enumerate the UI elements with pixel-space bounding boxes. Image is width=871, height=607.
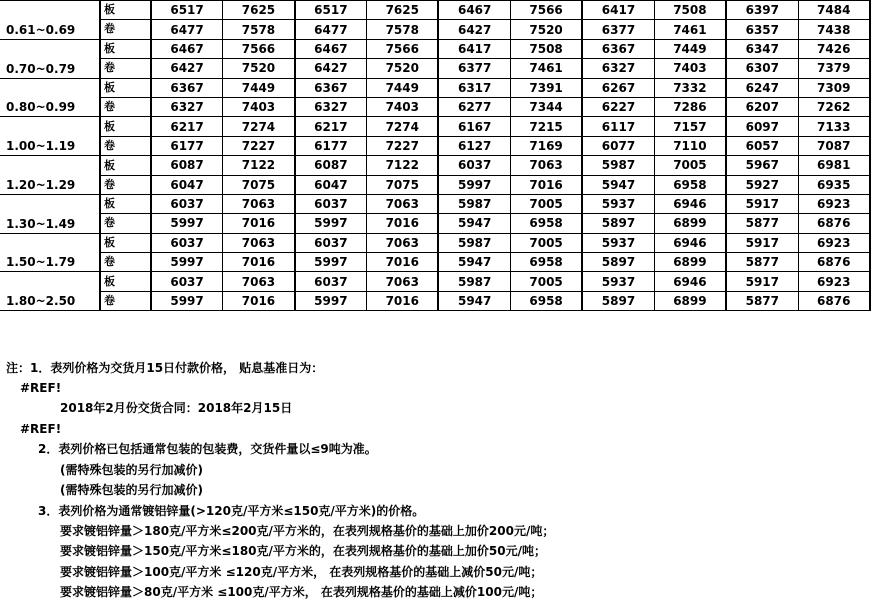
price-cell: 6981 (798, 156, 870, 175)
coil-type-cell: 卷 (100, 291, 151, 310)
price-cell: 5997 (295, 253, 367, 272)
price-cell: 7438 (798, 20, 870, 39)
price-cell: 6946 (654, 233, 726, 252)
price-cell: 6087 (151, 156, 223, 175)
coil-type-cell: 卷 (100, 214, 151, 233)
price-cell: 5997 (151, 253, 223, 272)
price-cell: 6377 (438, 59, 510, 78)
price-cell: 6207 (726, 97, 798, 116)
packaging-note-1: (需特殊包装的另行加减价) (60, 463, 203, 477)
price-cell: 6946 (654, 272, 726, 291)
price-cell: 7566 (223, 39, 295, 58)
price-cell: 7449 (654, 39, 726, 58)
price-cell: 6417 (438, 39, 510, 58)
price-cell: 7566 (367, 39, 439, 58)
price-cell: 7063 (367, 272, 439, 291)
sheet-type-cell: 板 (100, 1, 151, 20)
price-cell: 7063 (367, 233, 439, 252)
price-cell: 6167 (438, 117, 510, 136)
price-cell: 7274 (223, 117, 295, 136)
price-cell: 7016 (510, 175, 582, 194)
price-cell: 7016 (367, 214, 439, 233)
price-cell: 7063 (510, 156, 582, 175)
price-cell: 7578 (367, 20, 439, 39)
price-cell: 6277 (438, 97, 510, 116)
price-cell: 6047 (295, 175, 367, 194)
thickness-range-cell: 1.80~2.50 (0, 272, 100, 311)
price-cell: 7133 (798, 117, 870, 136)
price-cell: 7063 (223, 194, 295, 213)
zinc-rule-1: 要求镀铝锌量＞180克/平方米≤200克/平方米的，在表列规格基价的基础上加价200元/吨； (60, 524, 555, 538)
price-cell: 7122 (367, 156, 439, 175)
zinc-rule-3: 要求镀铝锌量＞100克/平方米 ≤120克/平方米， 在表列规格基价的基础上减价50元/吨； (60, 565, 543, 579)
price-cell: 5987 (438, 233, 510, 252)
price-cell: 7391 (510, 78, 582, 97)
price-cell: 6307 (726, 59, 798, 78)
coil-type-cell: 卷 (100, 59, 151, 78)
price-cell: 7379 (798, 59, 870, 78)
coil-type-cell: 卷 (100, 136, 151, 155)
price-cell: 6958 (510, 253, 582, 272)
price-cell: 6367 (151, 78, 223, 97)
price-cell: 5997 (295, 214, 367, 233)
price-cell: 6037 (295, 194, 367, 213)
price-cell: 5947 (438, 253, 510, 272)
price-cell: 7075 (223, 175, 295, 194)
price-cell: 6958 (654, 175, 726, 194)
price-cell: 6958 (510, 214, 582, 233)
price-cell: 7426 (798, 39, 870, 58)
price-cell: 5997 (151, 214, 223, 233)
coil-type-cell: 卷 (100, 97, 151, 116)
thickness-range-cell: 0.61~0.69 (0, 1, 100, 40)
thickness-range-cell: 1.50~1.79 (0, 233, 100, 272)
price-cell: 6923 (798, 272, 870, 291)
price-cell: 7016 (223, 214, 295, 233)
price-cell: 5947 (438, 214, 510, 233)
price-cell: 6077 (582, 136, 654, 155)
price-cell: 5877 (726, 253, 798, 272)
price-cell: 7578 (223, 20, 295, 39)
price-cell: 7005 (510, 272, 582, 291)
price-cell: 7286 (654, 97, 726, 116)
zinc-rule-2: 要求镀铝锌量＞150克/平方米≤180克/平方米的，在表列规格基价的基础上加价50元/吨； (60, 544, 547, 558)
price-cell: 6247 (726, 78, 798, 97)
price-cell: 6427 (151, 59, 223, 78)
price-cell: 7227 (367, 136, 439, 155)
price-cell: 6217 (295, 117, 367, 136)
price-cell: 7005 (510, 233, 582, 252)
price-cell: 5997 (438, 175, 510, 194)
price-cell: 7344 (510, 97, 582, 116)
price-cell: 5967 (726, 156, 798, 175)
price-cell: 7449 (367, 78, 439, 97)
price-cell: 7169 (510, 136, 582, 155)
price-cell: 5927 (726, 175, 798, 194)
price-cell: 6876 (798, 253, 870, 272)
price-cell: 5897 (582, 253, 654, 272)
price-cell: 6467 (151, 39, 223, 58)
price-cell: 7403 (223, 97, 295, 116)
price-cell: 7087 (798, 136, 870, 155)
sheet-type-cell: 板 (100, 156, 151, 175)
price-cell: 5997 (151, 291, 223, 310)
price-cell: 6467 (438, 1, 510, 20)
price-cell: 6923 (798, 194, 870, 213)
price-cell: 5947 (582, 175, 654, 194)
price-cell: 7016 (367, 291, 439, 310)
price-cell: 7016 (223, 291, 295, 310)
price-cell: 7625 (367, 1, 439, 20)
price-cell: 6327 (151, 97, 223, 116)
price-cell: 7215 (510, 117, 582, 136)
price-cell: 7566 (510, 1, 582, 20)
coil-type-cell: 卷 (100, 253, 151, 272)
price-cell: 7508 (654, 1, 726, 20)
price-cell: 6899 (654, 214, 726, 233)
contract-date: 2018年2月份交货合同：2018年2月15日 (60, 401, 293, 415)
zinc-rule-4: 要求镀铝锌量＞80克/平方米 ≤100克/平方米， 在表列规格基价的基础上减价100元/吨； (60, 585, 543, 599)
price-cell: 6057 (726, 136, 798, 155)
sheet-type-cell: 板 (100, 272, 151, 291)
price-cell: 7063 (223, 233, 295, 252)
packaging-note-2: (需特殊包装的另行加减价) (60, 483, 203, 497)
price-cell: 6037 (151, 194, 223, 213)
thickness-range-cell: 0.70~0.79 (0, 39, 100, 78)
price-cell: 7309 (798, 78, 870, 97)
price-cell: 7075 (367, 175, 439, 194)
coil-type-cell: 卷 (100, 20, 151, 39)
price-cell: 7484 (798, 1, 870, 20)
thickness-range-cell: 1.20~1.29 (0, 156, 100, 195)
price-cell: 7520 (367, 59, 439, 78)
price-cell: 6958 (510, 291, 582, 310)
price-cell: 6267 (582, 78, 654, 97)
price-cell: 6047 (151, 175, 223, 194)
price-cell: 6477 (151, 20, 223, 39)
price-cell: 6876 (798, 214, 870, 233)
sheet-type-cell: 板 (100, 233, 151, 252)
price-cell: 6217 (151, 117, 223, 136)
coil-type-cell: 卷 (100, 175, 151, 194)
price-cell: 6037 (438, 156, 510, 175)
price-cell: 5917 (726, 233, 798, 252)
thickness-range-cell: 1.00~1.19 (0, 117, 100, 156)
price-cell: 6517 (295, 1, 367, 20)
price-cell: 5937 (582, 272, 654, 291)
ref-error-1: #REF! (20, 381, 62, 395)
price-cell: 5987 (438, 194, 510, 213)
price-cell: 6946 (654, 194, 726, 213)
sheet-type-cell: 板 (100, 194, 151, 213)
price-cell: 7227 (223, 136, 295, 155)
price-cell: 6177 (151, 136, 223, 155)
ref-error-2: #REF! (20, 422, 62, 436)
price-cell: 6037 (295, 233, 367, 252)
price-cell: 6227 (582, 97, 654, 116)
price-cell: 5987 (582, 156, 654, 175)
price-cell: 5997 (295, 291, 367, 310)
price-cell: 7016 (367, 253, 439, 272)
price-cell: 5897 (582, 291, 654, 310)
price-cell: 6097 (726, 117, 798, 136)
price-cell: 7520 (510, 20, 582, 39)
price-cell: 6467 (295, 39, 367, 58)
price-cell: 7274 (367, 117, 439, 136)
price-cell: 6117 (582, 117, 654, 136)
price-cell: 6357 (726, 20, 798, 39)
thickness-range-cell: 1.30~1.49 (0, 194, 100, 233)
price-cell: 7016 (223, 253, 295, 272)
price-cell: 5897 (582, 214, 654, 233)
price-cell: 6367 (295, 78, 367, 97)
price-cell: 5937 (582, 194, 654, 213)
price-cell: 6899 (654, 253, 726, 272)
price-cell: 6037 (295, 272, 367, 291)
price-cell: 5937 (582, 233, 654, 252)
price-cell: 6087 (295, 156, 367, 175)
price-cell: 6417 (582, 1, 654, 20)
price-cell: 5917 (726, 272, 798, 291)
price-cell: 7449 (223, 78, 295, 97)
price-cell: 6127 (438, 136, 510, 155)
price-cell: 5917 (726, 194, 798, 213)
price-cell: 7063 (223, 272, 295, 291)
price-cell: 7520 (223, 59, 295, 78)
sheet-type-cell: 板 (100, 117, 151, 136)
price-cell: 7063 (367, 194, 439, 213)
price-cell: 6935 (798, 175, 870, 194)
price-cell: 7122 (223, 156, 295, 175)
price-cell: 6037 (151, 272, 223, 291)
price-cell: 7005 (654, 156, 726, 175)
price-cell: 6517 (151, 1, 223, 20)
price-cell: 7461 (510, 59, 582, 78)
note-2: 2．表列价格已包括通常包装的包装费，交货件量以≤9吨为准。 (38, 442, 377, 456)
price-cell: 7625 (223, 1, 295, 20)
price-cell: 7508 (510, 39, 582, 58)
price-cell: 5877 (726, 291, 798, 310)
price-cell: 5947 (438, 291, 510, 310)
price-cell: 6477 (295, 20, 367, 39)
note-1: 注：1．表列价格为交货月15日付款价格， 贴息基准日为： (6, 361, 324, 375)
price-cell: 6367 (582, 39, 654, 58)
price-cell: 6876 (798, 291, 870, 310)
price-cell: 6317 (438, 78, 510, 97)
price-cell: 5877 (726, 214, 798, 233)
price-cell: 7332 (654, 78, 726, 97)
sheet-type-cell: 板 (100, 39, 151, 58)
price-cell: 6327 (295, 97, 367, 116)
price-cell: 6327 (582, 59, 654, 78)
price-cell: 7262 (798, 97, 870, 116)
price-cell: 7005 (510, 194, 582, 213)
price-cell: 6177 (295, 136, 367, 155)
price-cell: 7403 (367, 97, 439, 116)
price-cell: 6347 (726, 39, 798, 58)
price-cell: 7110 (654, 136, 726, 155)
price-cell: 6427 (295, 59, 367, 78)
price-cell: 6377 (582, 20, 654, 39)
sheet-type-cell: 板 (100, 78, 151, 97)
thickness-range-cell: 0.80~0.99 (0, 78, 100, 117)
price-cell: 6899 (654, 291, 726, 310)
price-cell: 6923 (798, 233, 870, 252)
price-cell: 7157 (654, 117, 726, 136)
price-cell: 5987 (438, 272, 510, 291)
price-cell: 6397 (726, 1, 798, 20)
price-cell: 6427 (438, 20, 510, 39)
price-cell: 6037 (151, 233, 223, 252)
price-cell: 7461 (654, 20, 726, 39)
note-3: 3．表列价格为通常镀铝锌量(>120克/平方米≤150克/平方米)的价格。 (38, 504, 425, 518)
price-cell: 7403 (654, 59, 726, 78)
